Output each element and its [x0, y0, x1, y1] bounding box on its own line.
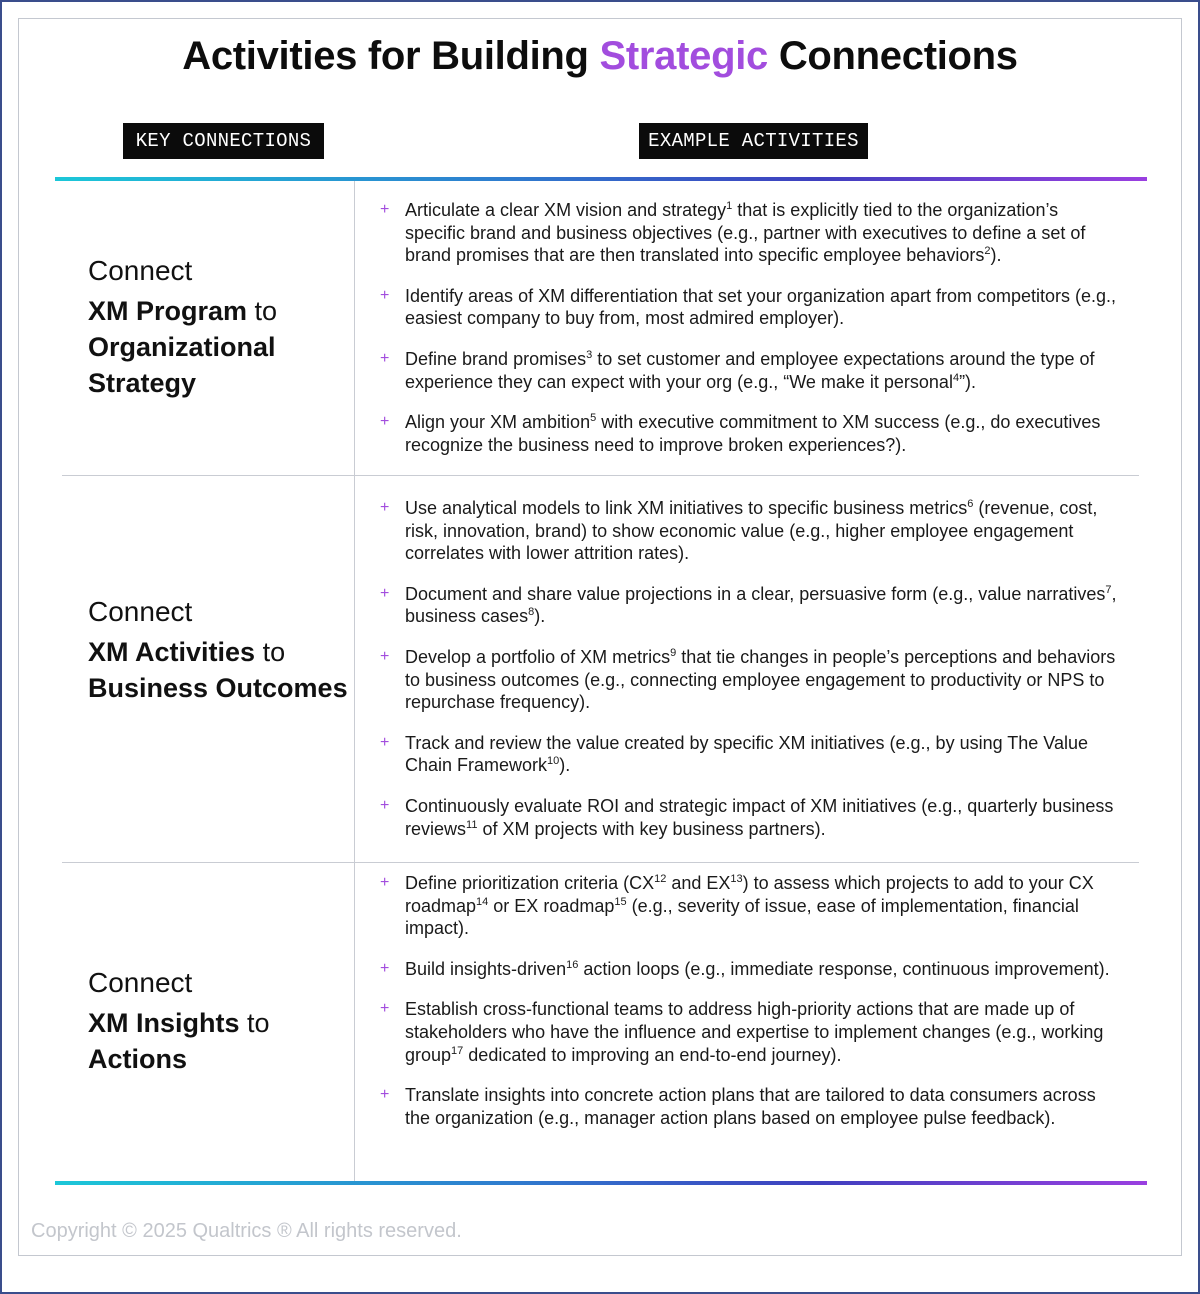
connection-to: to	[255, 637, 286, 667]
plus-icon: +	[380, 413, 390, 431]
copyright-notice: Copyright © 2025 Qualtrics ® All rights reserved.	[31, 1220, 462, 1242]
title-accent: Strategic	[599, 34, 768, 78]
key-connection-program-strategy	[88, 253, 348, 401]
title-suffix: Connections	[768, 34, 1018, 78]
title-prefix: Activities for Building	[182, 34, 600, 78]
plus-icon: +	[380, 874, 390, 891]
connection-target	[88, 1041, 348, 1077]
activities-list-actions	[380, 872, 1120, 1147]
plus-icon: +	[380, 796, 390, 814]
connection-to: to	[247, 296, 278, 326]
row-divider	[62, 475, 1139, 476]
activity-item: + Define prioritization criteria (CX$^{12}$ and EX$^{13}$) to assess which projects to add to your CX roadmap$^{14}$ or EX roadmap$^{15}$ (e.g., severity of issue, ease of implementation, financial impact).	[380, 873, 1094, 939]
key-connection-insights-actions	[88, 965, 348, 1077]
connection-subject: XM Program	[88, 296, 248, 326]
activity-item: + Document and share value projections in a clear, persuasive form (e.g., value narratives$^7$, business cases$^8$).	[380, 583, 1117, 627]
connect-word: Connect	[88, 255, 193, 286]
activity-item: + Translate insights into concrete action plans that are tailored to data consumers across the organization (e.g., manager action plans based on employee pulse feedback).	[380, 1085, 1096, 1128]
connect-word: Connect	[88, 967, 193, 998]
connection-heading	[88, 1005, 348, 1041]
plus-icon: +	[380, 201, 390, 218]
activity-item: + Build insights-driven$^{16}$ action loops (e.g., immediate response, continuous improvement).	[380, 958, 1110, 979]
plus-icon: +	[380, 349, 390, 367]
connection-subject: XM Activities	[88, 637, 256, 667]
activities-list-outcomes	[380, 497, 1120, 858]
plus-icon: +	[380, 499, 390, 516]
connection-heading	[88, 293, 348, 329]
plus-icon: +	[380, 1086, 390, 1104]
connection-to: to	[239, 1008, 270, 1038]
plus-icon: +	[380, 959, 390, 977]
activity-item: + Continuously evaluate ROI and strategic impact of XM initiatives (e.g., quarterly business reviews$^{11}$ of XM projects with key business partners).	[380, 795, 1114, 839]
connection-target-text: Organizational Strategy	[88, 332, 276, 398]
activity-item: + Establish cross-functional teams to address high-priority actions that are made up of stakeholders who have the influence and expertise to implement changes (e.g., working group$^{17}$ dedicated to improving an end-to-end journey).	[380, 999, 1104, 1065]
activity-item: + Develop a portfolio of XM metrics$^9$ that tie changes in people’s perceptions and behaviors to business outcomes (e.g., connecting employee engagement to productivity or NPS to repurchase frequency).	[380, 646, 1116, 713]
plus-icon: +	[380, 584, 390, 602]
connect-word: Connect	[88, 596, 193, 627]
activity-item: + Track and review the value created by specific XM initiatives (e.g., by using The Value Chain Framework$^{10}$).	[380, 732, 1088, 776]
plus-icon: +	[380, 733, 390, 751]
plus-icon: +	[380, 1000, 390, 1018]
activity-item: + Align your XM ambition$^5$ with executive commitment to XM success (e.g., do executives recognize the business need to improve broken experiences?).	[380, 412, 1101, 455]
activity-item: + Define brand promises$^3$ to set customer and employee expectations around the type of experience they can expect with your org (e.g., “We make it personal$^4$”).	[380, 348, 1095, 392]
activity-item: + Use analytical models to link XM initiatives to specific business metrics$^6$ (revenue, cost, risk, innovation, brand) to show economic value (e.g., higher employee engagement correlates with lower attrition rates).	[380, 498, 1098, 564]
activity-item: + Identify areas of XM differentiation that set your organization apart from competitors (e.g., easiest company to buy from, most admired employer).	[380, 285, 1117, 329]
activities-list-strategy	[380, 199, 1120, 474]
connection-target	[88, 329, 348, 401]
connection-target-text: Business Outcomes	[88, 673, 348, 703]
top-gradient-rule	[55, 177, 1147, 181]
page-title	[0, 34, 1200, 79]
column-divider	[354, 181, 355, 1181]
key-connection-activities-outcomes	[88, 594, 348, 706]
example-activities-header: EXAMPLE ACTIVITIES	[639, 123, 868, 159]
plus-icon: +	[380, 286, 390, 304]
bottom-gradient-rule	[55, 1181, 1147, 1185]
connection-heading	[88, 634, 348, 670]
connection-subject: XM Insights	[88, 1008, 240, 1038]
connection-target-text: Actions	[88, 1044, 188, 1074]
activity-item: + Articulate a clear XM vision and strategy$^1$ that is explicitly tied to the organization’s specific brand and business objectives (e.g., partner with executives to define a set of brand promises that are then translated into specific employee behaviors$^2$).	[380, 200, 1086, 266]
row-divider	[62, 862, 1139, 863]
connection-target	[88, 670, 348, 706]
plus-icon: +	[380, 647, 390, 665]
key-connections-header: KEY CONNECTIONS	[123, 123, 324, 159]
